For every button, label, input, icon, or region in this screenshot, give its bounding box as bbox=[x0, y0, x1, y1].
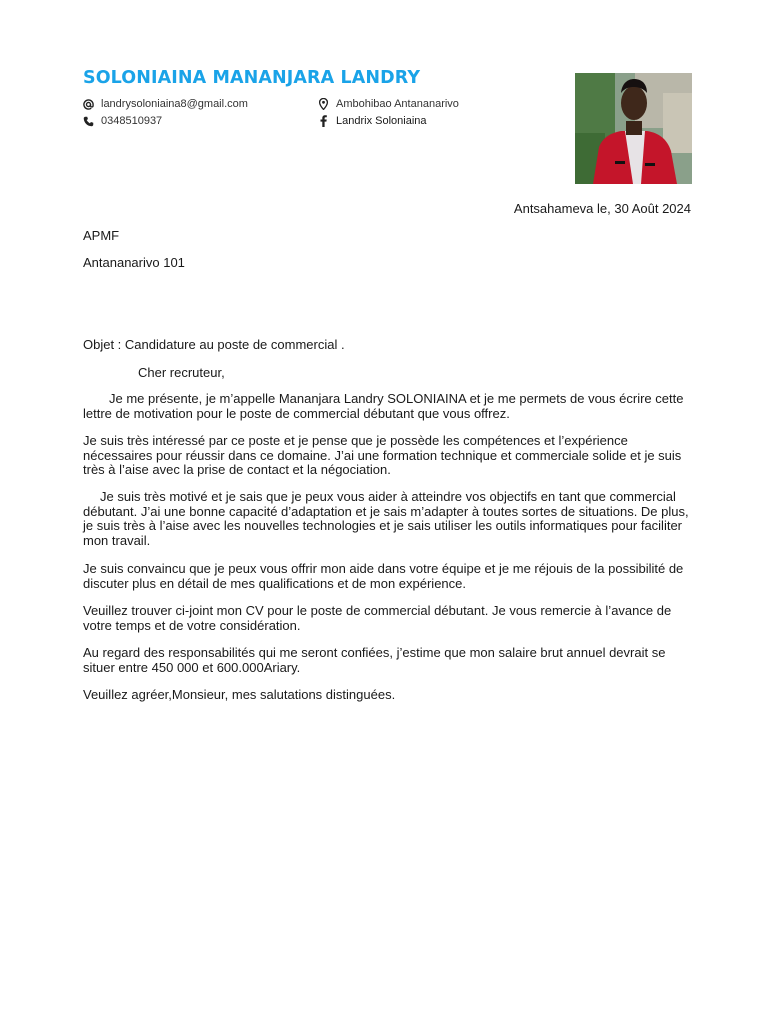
phone-text: 0348510937 bbox=[101, 115, 163, 127]
recipient-name: APMF bbox=[83, 228, 120, 243]
address-contact bbox=[316, 98, 459, 110]
facebook-contact[interactable] bbox=[316, 115, 427, 127]
email-contact[interactable] bbox=[81, 98, 248, 110]
body-paragraph: Je suis convaincu que je peux vous offrir mon aide dans votre équipe et je me réjouis de la possibilité de discuter plus en détail de mes qualifications et de mon expérience. bbox=[83, 561, 684, 591]
facebook-icon bbox=[316, 115, 330, 127]
location-pin-icon bbox=[316, 98, 330, 110]
address-text: Ambohibao Antananarivo bbox=[336, 98, 459, 110]
body-paragraph: Je suis très intéressé par ce poste et je pense que je possède les compétences et l’expérience nécessaires pour réussir dans ce domaine. J’ai une formation technique et commerciale solide et je suis très à l’aise avec la prise de contact et la négociation. bbox=[83, 433, 682, 478]
applicant-name: SOLONIAINA MANANJARA LANDRY bbox=[83, 68, 421, 88]
at-icon bbox=[81, 98, 95, 110]
recipient-city: Antananarivo 101 bbox=[83, 255, 185, 270]
facebook-text: Landrix Soloniaina bbox=[336, 115, 427, 127]
body-paragraph: Je suis très motivé et je sais que je peux vous aider à atteindre vos objectifs en tant que commercial débutant. J’ai une bonne capacité d’adaptation et je sais m’adapter à toutes sortes de situations. De plus, je suis très à l’aise avec les nouvelles technologies et je sais utiliser les outils informatiques pour faciliter mon travail. bbox=[83, 489, 689, 549]
letter-greeting: Cher recruteur, bbox=[138, 365, 225, 380]
letter-date: Antsahameva le, 30 Août 2024 bbox=[513, 201, 691, 216]
phone-icon bbox=[81, 115, 95, 127]
closing-paragraph: Veuillez agréer,Monsieur, mes salutations distinguées. bbox=[83, 687, 396, 702]
letter-subject: Objet : Candidature au poste de commercial . bbox=[83, 337, 345, 352]
body-paragraph: Veuillez trouver ci-joint mon CV pour le poste de commercial débutant. Je vous remercie à l’avance de votre temps et de votre considération. bbox=[83, 603, 672, 633]
phone-contact[interactable] bbox=[81, 115, 162, 127]
body-paragraph: Je me présente, je m’appelle Mananjara Landry SOLONIAINA et je me permets de vous écrire cette lettre de motivation pour le poste de commercial débutant que vous offrez. bbox=[83, 391, 684, 421]
body-paragraph: Au regard des responsabilités qui me seront confiées, j’estime que mon salaire brut annuel devrait se situer entre 450 000 et 600.000Ariary. bbox=[83, 645, 666, 675]
profile-photo bbox=[575, 73, 692, 184]
email-text: landrysoloniaina8@gmail.com bbox=[101, 98, 248, 110]
